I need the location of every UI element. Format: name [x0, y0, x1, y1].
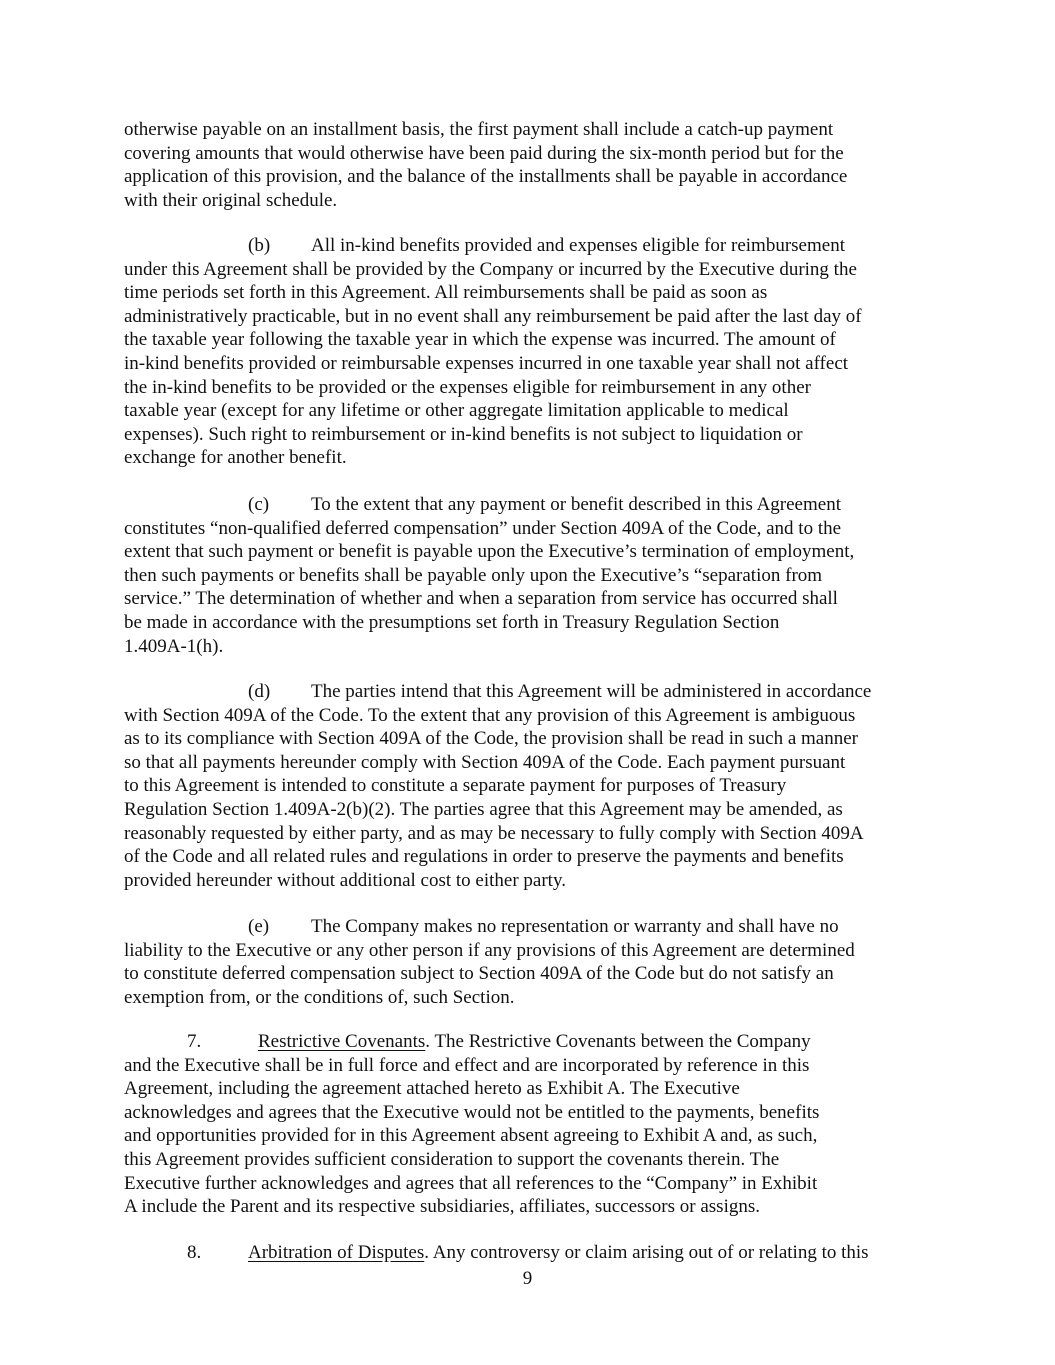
text-line: 1.409A-1(h).: [124, 635, 224, 657]
section-heading: Restrictive Covenants: [258, 1031, 426, 1052]
text-line: provided hereunder without additional cost to either party.: [124, 869, 566, 891]
paragraph-label: (e): [248, 916, 270, 937]
text-line: be made in accordance with the presumptions set forth in Treasury Regulation Section: [124, 611, 780, 633]
paragraph-first-line: [124, 234, 862, 258]
section-8: [124, 1241, 869, 1265]
paragraph-d: [124, 680, 871, 892]
text-line: of the Code and all related rules and regulations in order to preserve the payments and benefits: [124, 846, 844, 868]
paragraph-e: [124, 915, 855, 1009]
text-line: with their original schedule.: [124, 189, 338, 211]
text-line: reasonably requested by either party, and as may be necessary to fully comply with Section 409A: [124, 822, 864, 844]
text-line: otherwise payable on an installment basis, the first payment shall include a catch-up payment: [124, 119, 834, 140]
text-line: A include the Parent and its respective subsidiaries, affiliates, successors or assigns.: [124, 1196, 760, 1218]
section-7: [124, 1030, 819, 1219]
text-line: application of this provision, and the balance of the installments shall be payable in accordance: [124, 166, 848, 188]
text-line: The Company makes no representation or warranty and shall have no: [311, 916, 839, 937]
text-line: the taxable year following the taxable year in which the expense was incurred. The amount of: [124, 329, 836, 351]
text-line: with Section 409A of the Code. To the extent that any provision of this Agreement is ambiguous: [124, 704, 856, 726]
text-line: and opportunities provided for in this Agreement absent agreeing to Exhibit A and, as such,: [124, 1125, 818, 1147]
text-line: time periods set forth in this Agreement. All reimbursements shall be paid as soon as: [124, 282, 768, 304]
section-heading: Arbitration of Disputes: [248, 1242, 425, 1263]
text-line: expenses). Such right to reimbursement or in-kind benefits is not subject to liquidation or: [124, 423, 803, 445]
text-line: exchange for another benefit.: [124, 447, 347, 469]
text-line: as to its compliance with Section 409A of the Code, the provision shall be read in such a manner: [124, 728, 858, 750]
text-line: Agreement, including the agreement attached hereto as Exhibit A. The Executive: [124, 1078, 740, 1100]
text-line: constitutes “non-qualified deferred compensation” under Section 409A of the Code, and to the: [124, 517, 842, 539]
paragraph-first-line: [124, 680, 871, 704]
text-line: . Any controversy or claim arising out of or relating to this: [424, 1242, 869, 1263]
text-line: taxable year (except for any lifetime or other aggregate limitation applicable to medical: [124, 400, 789, 422]
text-line: exemption from, or the conditions of, such Section.: [124, 986, 515, 1008]
text-line: The parties intend that this Agreement will be administered in accordance: [311, 681, 872, 702]
text-line: this Agreement provides sufficient consideration to support the covenants therein. The: [124, 1148, 780, 1170]
text-line: to constitute deferred compensation subject to Section 409A of the Code but do not satisfy an: [124, 963, 834, 985]
text-line: Executive further acknowledges and agrees that all references to the “Company” in Exhibit: [124, 1172, 818, 1194]
text-line: under this Agreement shall be provided by the Company or incurred by the Executive during the: [124, 258, 857, 280]
paragraph-label: (d): [248, 681, 271, 702]
text-line: and the Executive shall be in full force and effect and are incorporated by reference in this: [124, 1054, 810, 1076]
text-line: . The Restrictive Covenants between the Company: [425, 1031, 811, 1052]
text-line: Regulation Section 1.409A-2(b)(2). The parties agree that this Agreement may be amended, as: [124, 798, 843, 820]
text-line: liability to the Executive or any other person if any provisions of this Agreement are determined: [124, 939, 855, 961]
section-number: 7.: [187, 1031, 202, 1052]
paragraph-c: [124, 493, 854, 658]
text-line: the in-kind benefits to be provided or the expenses eligible for reimbursement in any other: [124, 376, 811, 398]
paragraph-first-line: [124, 493, 854, 517]
text-line: service.” The determination of whether and when a separation from service has occurred shall: [124, 588, 838, 610]
text-line: in-kind benefits provided or reimbursable expenses incurred in one taxable year shall not affect: [124, 352, 849, 374]
text-line: All in-kind benefits provided and expenses eligible for reimbursement: [311, 235, 845, 256]
text-line: extent that such payment or benefit is payable upon the Executive’s termination of employment,: [124, 541, 855, 563]
page-number: 9: [522, 1268, 533, 1289]
text-line: then such payments or benefits shall be payable only upon the Executive’s “separation from: [124, 564, 823, 586]
text-line: acknowledges and agrees that the Executive would not be entitled to the payments, benefits: [124, 1101, 820, 1123]
paragraph-label: (c): [248, 494, 270, 515]
text-line: To the extent that any payment or benefit described in this Agreement: [311, 494, 841, 515]
text-line: to this Agreement is intended to constitute a separate payment for purposes of Treasury: [124, 775, 787, 797]
paragraph-first-line: [124, 915, 855, 939]
section-number: 8.: [187, 1242, 202, 1263]
paragraph-label: (b): [248, 235, 271, 256]
text-line: so that all payments hereunder comply with Section 409A of the Code. Each payment pursuant: [124, 751, 846, 773]
text-line: covering amounts that would otherwise have been paid during the six-month period but for the: [124, 142, 844, 164]
paragraph-b: [124, 234, 862, 470]
section-first-line: [124, 1241, 869, 1265]
text-line: administratively practicable, but in no event shall any reimbursement be paid after the last day of: [124, 305, 862, 327]
paragraph-continuation: [124, 118, 847, 212]
section-first-line: [124, 1030, 819, 1054]
